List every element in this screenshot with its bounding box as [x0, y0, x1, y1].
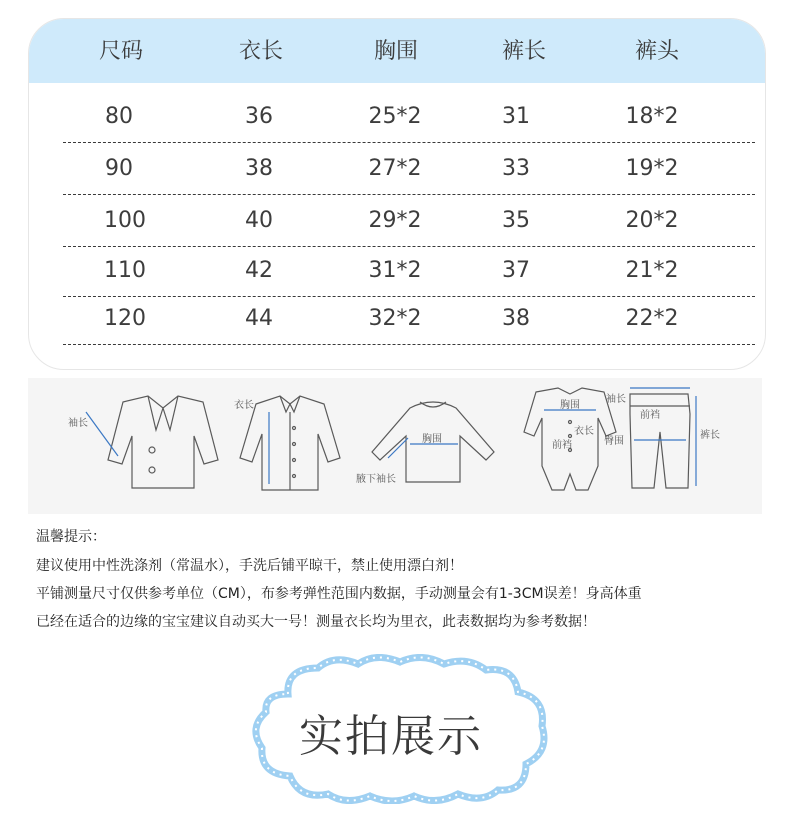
cell-chest: 27*2 — [368, 156, 422, 181]
table-row — [29, 293, 765, 345]
cell-length: 36 — [245, 104, 273, 129]
cell-length: 38 — [245, 156, 273, 181]
header-length: 衣长 — [238, 39, 284, 64]
label-underarm-sleeve: 腋下袖长 — [356, 474, 396, 485]
banner-title: 实拍展示 — [299, 711, 483, 762]
header-waist: 裤头 — [634, 39, 680, 64]
cell-length: 44 — [245, 306, 273, 331]
shirt-illustration — [240, 396, 340, 490]
cell-size: 100 — [104, 208, 146, 233]
header-pants-length: 裤长 — [501, 39, 547, 64]
table-row — [29, 195, 765, 247]
cell-length: 42 — [245, 258, 273, 283]
label-hip: 臀围 — [604, 436, 624, 447]
label-pants-crotch: 前裆 — [640, 410, 660, 421]
cell-size: 80 — [105, 104, 133, 129]
pants-illustration — [630, 394, 690, 488]
cell-pants-length: 31 — [502, 104, 530, 129]
cell-size: 120 — [104, 306, 146, 331]
measurement-diagrams-svg — [28, 378, 762, 514]
notes-line: 平铺测量尺寸仅供参考单位（CM），布参考弹性范围内数据，手动测量会有1-3CM误差！身高体重 — [36, 586, 642, 602]
label-romper-crotch: 前裆 — [552, 440, 572, 451]
cell-pants-length: 38 — [502, 306, 530, 331]
cell-size: 110 — [104, 258, 146, 283]
cell-waist: 21*2 — [625, 258, 679, 283]
label-romper-length: 衣长 — [574, 426, 594, 437]
cell-chest: 32*2 — [368, 306, 422, 331]
cell-waist: 20*2 — [625, 208, 679, 233]
jacket-illustration — [108, 396, 218, 488]
label-romper-chest: 胸围 — [560, 400, 580, 411]
cell-chest: 29*2 — [368, 208, 422, 233]
size-table — [28, 18, 766, 370]
row-divider — [63, 344, 755, 345]
table-row — [29, 143, 765, 195]
cell-size: 90 — [105, 156, 133, 181]
label-romper-sleeve: 袖长 — [606, 394, 626, 405]
measurement-diagrams — [28, 378, 762, 514]
cell-pants-length: 35 — [502, 208, 530, 233]
table-row — [29, 245, 765, 297]
cell-waist: 18*2 — [625, 104, 679, 129]
care-notes — [36, 522, 766, 636]
cell-waist: 19*2 — [625, 156, 679, 181]
cell-chest: 25*2 — [368, 104, 422, 129]
cell-length: 40 — [245, 208, 273, 233]
cell-waist: 22*2 — [625, 306, 679, 331]
label-sleeve: 袖长 — [68, 418, 88, 429]
cell-chest: 31*2 — [368, 258, 422, 283]
header-chest: 胸围 — [373, 39, 419, 64]
size-table-header — [29, 19, 765, 83]
notes-title: 温馨提示： — [36, 529, 106, 545]
notes-line: 已经在适合的边缘的宝宝建议自动买大一号！测量衣长均为里衣，此表数据均为参考数据！ — [36, 614, 596, 630]
label-pants-length: 裤长 — [700, 430, 720, 441]
label-length: 衣长 — [234, 400, 254, 411]
header-size: 尺码 — [98, 39, 144, 64]
notes-line: 建议使用中性洗涤剂（常温水），手洗后铺平晾干，禁止使用漂白剂！ — [36, 558, 463, 574]
label-chest: 胸围 — [422, 434, 442, 445]
table-row — [29, 91, 765, 143]
cell-pants-length: 33 — [502, 156, 530, 181]
cell-pants-length: 37 — [502, 258, 530, 283]
